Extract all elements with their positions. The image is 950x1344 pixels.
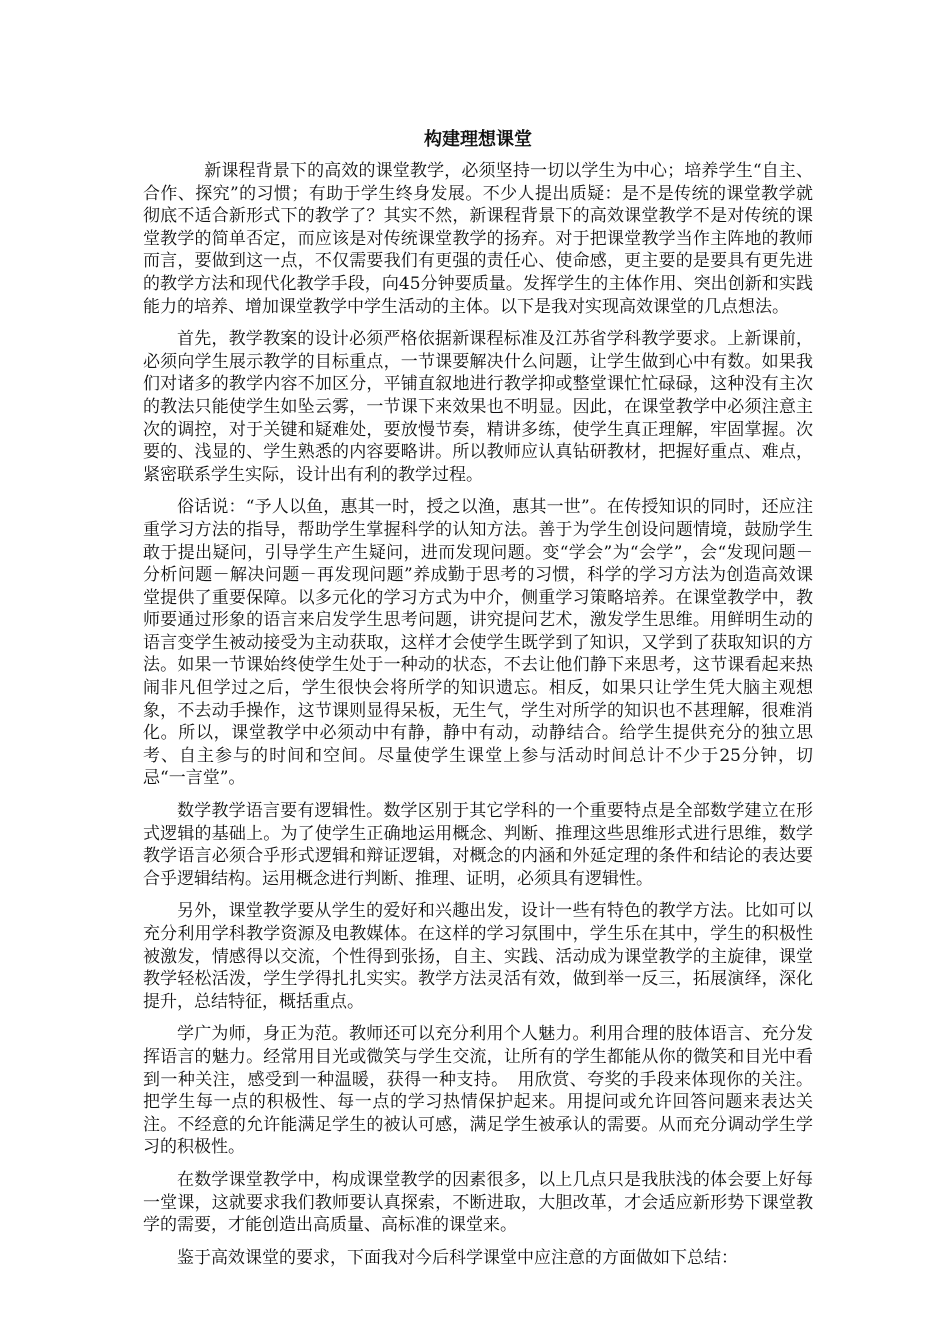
paragraph-teacher-charm: 学广为师，身正为范。教师还可以充分利用个人魅力。利用合理的肢体语言、充分发挥语言的魅力。经常用目光或微笑与学生交流，让所有的学生都能从你的微笑和目光中看到一种关注，感受到一种温暖，获得一种支持。 用欣赏、夸奖的手段来体现你的关注。把学生每一点的积极性、每一点的学习热情保护起来。用提问或允许回答问题来表达关注。不经意的允许能满足学生的被认可感，满足学生被承认的需要。从而充分调动学生学习的积极性。	[143, 1024, 813, 1158]
paragraph-intro: 新课程背景下的高效的课堂教学，必须坚持一切以学生为中心；培养学生“自主、合作、探究”的习惯；有助于学生终身发展。不少人提出质疑：是不是传统的课堂教学就彻底不适合新形式下的教学了？其实不然，新课程背景下的高效课堂教学不是对传统的课堂教学的简单否定，而应该是对传统课堂教学的扬弃。对于把课堂教学当作主阵地的教师而言，要做到这一点，不仅需要我们有更强的责任心、使命感，更主要的是要具有更先进的教学方法和现代化教学手段，向45分钟要质量。发挥学生的主体作用、突出创新和实践能力的培养、增加课堂教学中学生活动的主体。以下是我对实现高效课堂的几点想法。	[143, 161, 813, 317]
paragraph-summary-lead: 鉴于高效课堂的要求，下面我对今后科学课堂中应注意的方面做如下总结：	[177, 1247, 738, 1268]
paragraph-lesson-design: 首先，教学教案的设计必须严格依据新课程标准及江苏省学科教学要求。上新课前，必须向学生展示教学的目标重点，一节课要解决什么问题，让学生做到心中有数。如果我们对诸多的教学内容不加区分，平铺直叙地进行教学抑或整堂课忙忙碌碌，这种没有主次的教法只能使学生如坠云雾，一节课下来效果也不明显。因此，在课堂教学中必须注意主次的调控，对于关键和疑难处，要放慢节奏，精讲多练，使学生真正理解，牢固掌握。次要的、浅显的、学生熟悉的内容要略讲。所以教师应认真钻研教材，把握好重点、难点，紧密联系学生实际，设计出有利的教学过程。	[143, 329, 813, 485]
document-page	[143, 128, 813, 1279]
document-title: 构建理想课堂	[424, 129, 532, 150]
paragraph-learning-methods: 俗话说：“予人以鱼，惠其一时，授之以渔，惠其一世”。在传授知识的同时，还应注重学习方法的指导，帮助学生掌握科学的认知方法。善于为学生创设问题情境，鼓励学生敢于提出疑问，引导学生产生疑问，进而发现问题。变“学会”为“会学”，会“发现问题－分析问题－解决问题－再发现问题”养成勤于思考的习惯，科学的学习方法为创造高效课堂提供了重要保障。以多元化的学习方式为中介，侧重学习策略培养。在课堂教学中，教师要通过形象的语言来启发学生思考问题，讲究提问艺术，激发学生思维。用鲜明生动的语言变学生被动接受为主动获取，这样才会使学生既学到了知识，又学到了获取知识的方法。如果一节课始终使学生处于一种动的状态，不去让他们静下来思考，这节课看起来热闹非凡但学过之后，学生很快会将所学的知识遗忘。相反，如果只让学生凭大脑主观想象，不去动手操作，这节课则显得呆板，无生气，学生对所学的知识也不甚理解，很难消化。所以，课堂教学中必须动中有静，静中有动，动静结合。给学生提供充分的独立思考、自主参与的时间和空间。尽量使学生课堂上参与活动时间总计不少于25分钟，切忌“一言堂”。	[143, 497, 813, 789]
paragraph-conclusion: 在数学课堂教学中，构成课堂教学的因素很多，以上几点只是我肤浅的体会要上好每一堂课，这就要求我们教师要认真探索，不断进取，大胆改革，才会适应新形势下课堂教学的需要，才能创造出高质量、高标准的课堂来。	[143, 1169, 813, 1236]
paragraph-logical-language: 数学教学语言要有逻辑性。数学区别于其它学科的一个重要特点是全部数学建立在形式逻辑的基础上。为了使学生正确地运用概念、判断、推理这些思维形式进行思维，数学教学语言必须合乎形式逻辑和辩证逻辑，对概念的内涵和外延定理的条件和结论的表达要合乎逻辑结构。运用概念进行判断、推理、证明，必须具有逻辑性。	[143, 801, 813, 889]
paragraph-interest-methods: 另外，课堂教学要从学生的爱好和兴趣出发，设计一些有特色的教学方法。比如可以充分利用学科教学资源及电教媒体。在这样的学习氛围中，学生乐在其中，学生的积极性被激发，情感得以交流，个性得到张扬，自主、实践、活动成为课堂教学的主旋律，课堂教学轻松活泼，学生学得扎扎实实。教学方法灵活有效，做到举一反三，拓展演绎，深化提升，总结特征，概括重点。	[143, 901, 813, 1012]
